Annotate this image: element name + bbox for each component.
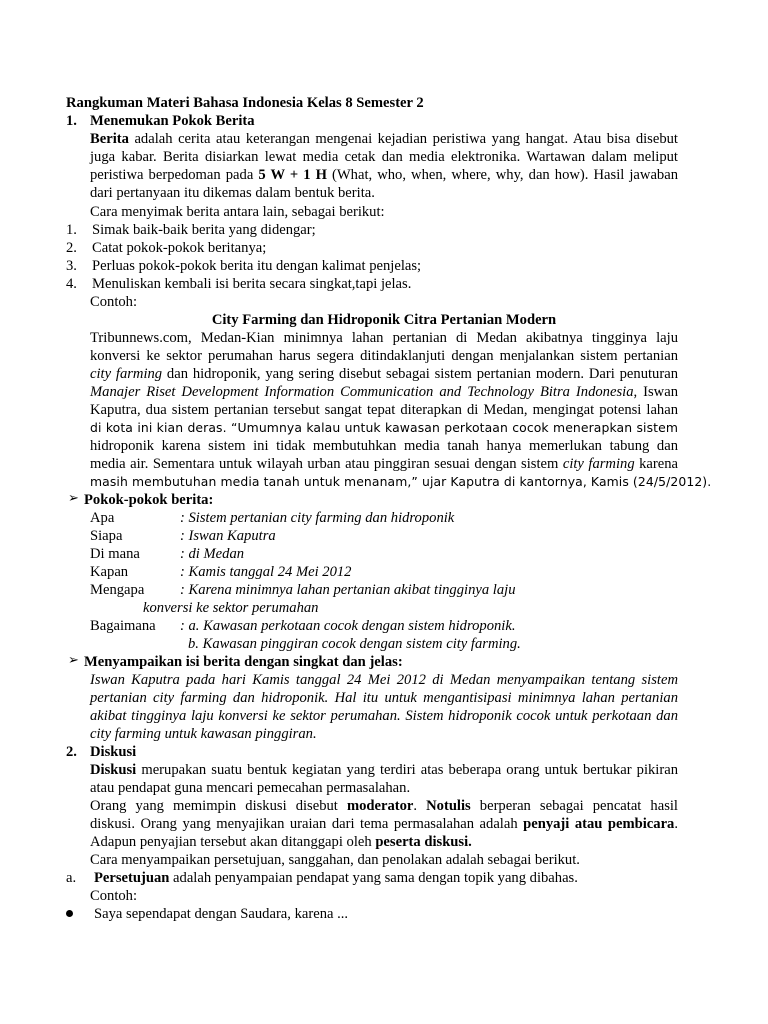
section-1-number: 1. — [66, 113, 77, 129]
summary-line: pertanian city farming dan hidroponik. Hal itu untuk mengantisipasi minimnya lahan pertanian — [90, 690, 678, 706]
step-text: Catat pokok-pokok beritanya; — [92, 240, 267, 256]
article-line-9: masih membutuhan media tanah untuk menanam,” ujar Kaputra di kantornya, Kamis (24/5/2012). — [90, 474, 712, 489]
bullet-text: Saya sependapat dengan Saudara, karena ... — [94, 906, 349, 922]
step-text: Menuliskan kembali isi berita secara singkat,tapi jelas. — [92, 276, 412, 292]
diskusi-line-1: Diskusi merupakan suatu bentuk kegiatan yang terdiri atas beberapa orang untuk bertukar pikiran — [90, 762, 678, 778]
contoh-label: Contoh: — [90, 888, 138, 904]
pokok-value: : di Medan — [180, 546, 245, 562]
article-line-7: hidroponik karena sistem ini tidak membutuhkan media tanah hanya memerlukan tabung dan — [90, 438, 678, 454]
pokok-value: : Sistem pertanian city farming dan hidroponik — [180, 510, 455, 526]
step-number: 2. — [66, 240, 77, 256]
article-line-4: Manajer Riset Development Information Communication and Technology Bitra Indonesia, Iswan — [90, 384, 678, 400]
article-line-2: konversi ke sektor perumahan harus segera ditindaklanjuti dengan menjalankan sistem pertanian — [90, 348, 678, 364]
summary-heading: Menyampaikan isi berita dengan singkat dan jelas: — [84, 654, 403, 670]
pokok-key: Bagaimana — [90, 618, 156, 634]
contoh-label: Contoh: — [90, 294, 138, 310]
pokok-key: Mengapa — [90, 582, 145, 598]
pokok-value: : a. Kawasan perkotaan cocok dengan sistem hidroponik. — [180, 618, 516, 634]
diskusi-line-2: atau pendapat guna mencari pemecahan permasalahan. — [90, 780, 411, 796]
pokok-value-continued: konversi ke sektor perumahan — [143, 600, 319, 616]
pokok-value: : Karena minimnya lahan pertanian akibat tingginya laju — [180, 582, 516, 598]
article-line-3: city farming dan hidroponik, yang sering disebut sebagai sistem pertanian modern. Dari penuturan — [90, 366, 678, 382]
arrow-bullet-icon: ➢ — [68, 653, 79, 668]
summary-line: akibat tingginya laju konversi ke sektor perumahan. Sistem hidroponik cocok untuk perkotaan dan — [90, 708, 678, 724]
berita-line-4: dari pertanyaan itu dikemas dalam bentuk berita. — [90, 185, 375, 201]
step-text: Simak baik-baik berita yang didengar; — [92, 222, 316, 238]
pokok-value: : Iswan Kaputra — [180, 528, 276, 544]
pokok-value-continued: b. Kawasan pinggiran cocok dengan sistem city farming. — [188, 636, 521, 652]
section-1-heading: Menemukan Pokok Berita — [90, 113, 255, 129]
arrow-bullet-icon: ➢ — [68, 491, 79, 506]
berita-line-2: juga kabar. Berita disiarkan lewat media cetak dan media elektronika. Wartawan dalam meliput — [90, 149, 678, 165]
section-2-number: 2. — [66, 744, 77, 760]
persetujuan-line: Persetujuan adalah penyampaian pendapat yang sama dengan topik yang dibahas. — [94, 870, 578, 886]
summary-line: city farming untuk kawasan pinggiran. — [90, 726, 317, 742]
article-line-1: Tribunnews.com, Medan-Kian minimnya lahan pertanian di Medan akibatnya tingginya laju — [90, 330, 678, 346]
article-title: City Farming dan Hidroponik Citra Pertanian Modern — [211, 312, 557, 328]
step-number: 1. — [66, 222, 77, 238]
pokok-key: Kapan — [90, 564, 129, 580]
step-number: 4. — [66, 276, 77, 292]
document-title: Rangkuman Materi Bahasa Indonesia Kelas 8 Semester 2 — [66, 95, 424, 111]
cara-menyimak-intro: Cara menyimak berita antara lain, sebagai berikut: — [90, 204, 385, 220]
bullet-icon — [66, 910, 73, 917]
moderator-line-1: Orang yang memimpin diskusi disebut moderator. Notulis berperan sebagai pencatat hasil — [90, 798, 678, 814]
step-number: 3. — [66, 258, 77, 274]
section-2-heading: Diskusi — [90, 744, 137, 760]
article-line-5: Kaputra, dua sistem pertanian tersebut sangat tepat diterapkan di Medan, mengingat potensi lahan — [90, 402, 678, 418]
article-line-8: media air. Sementara untuk wilayah urban atau pinggiran sesuai dengan sistem city farming karena — [90, 456, 678, 472]
pokok-key: Apa — [90, 510, 115, 526]
pokok-key: Siapa — [90, 528, 123, 544]
moderator-line-2: diskusi. Orang yang menyajikan uraian dari tema permasalahan adalah penyaji atau pembicara. — [90, 816, 678, 832]
cara-menyampaikan: Cara menyampaikan persetujuan, sanggahan, dan penolakan adalah sebagai berikut. — [90, 852, 580, 868]
berita-line-3: peristiwa berpedoman pada 5 W + 1 H (What, who, when, where, why, dan how). Hasil jawaban — [90, 167, 678, 183]
pokok-heading: Pokok-pokok berita: — [84, 492, 214, 508]
summary-line: Iswan Kaputra pada hari Kamis tanggal 24 Mei 2012 di Medan menyampaikan tentang sistem — [90, 672, 678, 688]
list-label-a: a. — [66, 870, 77, 886]
pokok-key: Di mana — [90, 546, 140, 562]
step-text: Perluas pokok-pokok berita itu dengan kalimat penjelas; — [92, 258, 422, 274]
article-line-6: di kota ini kian deras. “Umumnya kalau untuk kawasan perkotaan cocok menerapkan sistem — [90, 420, 678, 435]
pokok-value: : Kamis tanggal 24 Mei 2012 — [180, 564, 352, 580]
berita-line-1: Berita adalah cerita atau keterangan mengenai kejadian peristiwa yang hangat. Atau bisa disebut — [90, 131, 678, 147]
moderator-line-3: Adapun penyajian tersebut akan ditanggapi oleh peserta diskusi. — [90, 834, 472, 850]
